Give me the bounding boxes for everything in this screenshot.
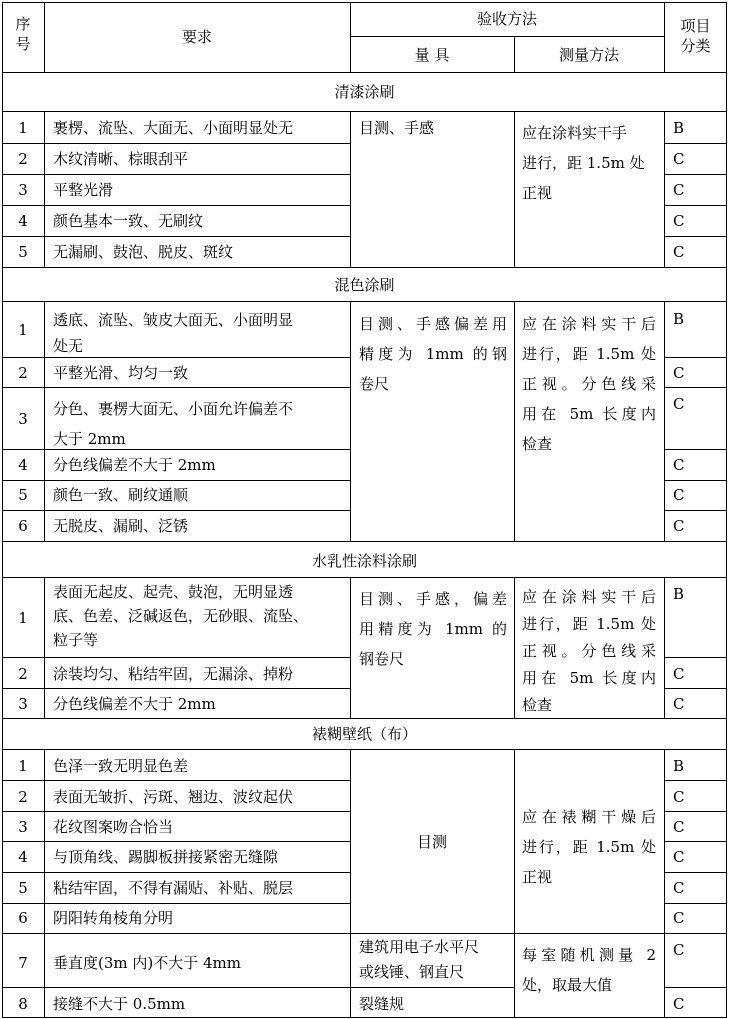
requirement-line: 底、色差、泛碱返色，无砂眼、流坠、 (53, 607, 309, 625)
row-requirement: 粘结牢固，不得有漏贴、补贴、脱层 (53, 879, 294, 897)
row-category: C (673, 818, 685, 836)
method-line: 应在涂料实干手 (522, 124, 628, 142)
row-category: C (673, 909, 685, 927)
row-requirement: 阴阳转角棱角分明 (53, 909, 174, 927)
row-category: C (673, 848, 685, 866)
row-category: C (673, 212, 685, 230)
row-no: 1 (18, 119, 28, 137)
tool-line: 目测、手感偏差用 (359, 315, 507, 333)
row-no: 1 (18, 757, 28, 775)
header-measure: 测量方法 (558, 46, 619, 64)
method-line: 处，取最大值 (522, 976, 613, 994)
row-requirement: 接缝不大于 0.5mm (53, 995, 186, 1013)
row-category: B (673, 310, 685, 328)
row-requirement (53, 394, 293, 454)
row-no: 6 (18, 517, 28, 535)
row-requirement: 裹楞、流坠、大面无、小面明显处无 (53, 119, 294, 137)
header-tool: 量 具 (414, 46, 450, 64)
method-line: 用在 5m 长度内 (522, 405, 656, 423)
method-line: 正视。分色线采 (522, 642, 656, 660)
row-category: C (673, 665, 685, 683)
row-no: 1 (18, 609, 28, 627)
row-category: C (673, 941, 685, 959)
row-category: C (673, 695, 685, 713)
tool-cell: 裂缝规 (359, 995, 405, 1013)
row-requirement (53, 580, 308, 652)
row-category: C (673, 995, 685, 1013)
requirement-line: 表面无起皮、起壳、鼓泡，无明显透 (53, 583, 294, 601)
row-no: 3 (18, 695, 28, 713)
row-category: C (673, 181, 685, 199)
row-no: 7 (18, 954, 28, 972)
row-no: 2 (18, 665, 28, 683)
requirement-line: 大于 2mm (53, 430, 126, 448)
tool-cell: 目测、手感 (359, 119, 435, 137)
header-no-line1: 序 (15, 15, 31, 33)
row-requirement: 颜色一致、刷纹通顺 (53, 486, 189, 504)
header-no-line2: 号 (15, 35, 31, 53)
section-title: 清漆涂刷 (334, 83, 395, 101)
tool-line: 精度为 1mm 的钢 (359, 345, 507, 363)
header-category-line2: 分类 (680, 37, 711, 55)
method-line: 进行，距 1.5m 处 (522, 615, 656, 633)
row-requirement: 平整光滑、均匀一致 (53, 364, 189, 382)
row-requirement: 分色线偏差不大于 2mm (53, 695, 216, 713)
row-category: B (673, 585, 685, 603)
row-requirement: 垂直度(3m 内)不大于 4mm (53, 954, 241, 972)
method-line: 应在涂料实干后 (522, 315, 656, 333)
row-no: 5 (18, 243, 28, 261)
method-line: 进行，距 1.5m 处 (522, 345, 656, 363)
row-category: C (673, 364, 685, 382)
row-category: C (673, 243, 685, 261)
row-no: 8 (18, 995, 28, 1013)
row-no: 4 (18, 212, 28, 230)
method-line: 每室随机测量 2 (522, 946, 656, 964)
method-cell (522, 118, 656, 208)
row-requirement: 色泽一致无明显色差 (53, 757, 189, 775)
method-line: 应在裱糊干燥后 (522, 808, 656, 826)
method-line: 应在涂料实干后 (522, 588, 656, 606)
method-cell (522, 940, 656, 1000)
row-no: 3 (18, 181, 28, 199)
row-no: 2 (18, 364, 28, 382)
row-requirement: 花纹图案吻合恰当 (53, 818, 174, 836)
row-requirement: 无脱皮、漏刷、泛锈 (53, 517, 189, 535)
section-title: 裱糊壁纸（布） (311, 725, 417, 743)
method-line: 检查 (522, 696, 553, 714)
section-title: 水乳性涂料涂刷 (311, 552, 417, 570)
row-category: C (673, 517, 685, 535)
header-category (664, 16, 727, 56)
row-category: C (673, 395, 685, 413)
method-line: 进行，距 1.5m 处 (522, 154, 645, 172)
tool-cell: 目测 (416, 833, 447, 851)
row-no: 4 (18, 456, 28, 474)
tool-cell (359, 309, 507, 399)
row-category: B (673, 119, 685, 137)
requirement-line: 粒子等 (53, 631, 99, 649)
header-requirement: 要求 (181, 28, 212, 46)
tool-line: 钢卷尺 (359, 650, 405, 668)
tool-line: 建筑用电子水平尺 (359, 938, 480, 956)
row-no: 4 (18, 848, 28, 866)
row-category: C (673, 879, 685, 897)
requirement-line: 透底、流坠、皱皮大面无、小面明显 (53, 311, 294, 329)
header-acceptance-method: 验收方法 (476, 10, 537, 28)
row-no: 5 (18, 486, 28, 504)
requirement-line: 分色、裹楞大面无、小面允许偏差不 (53, 400, 294, 418)
method-line: 正视。分色线采 (522, 375, 656, 393)
row-no: 2 (18, 150, 28, 168)
row-requirement: 分色线偏差不大于 2mm (53, 456, 216, 474)
row-no: 3 (18, 818, 28, 836)
row-requirement: 与顶角线、踢脚板拼接紧密无缝隙 (53, 848, 279, 866)
method-line: 检查 (522, 435, 553, 453)
method-cell (522, 802, 656, 892)
row-requirement: 颜色基本一致、无刷纹 (53, 212, 204, 230)
row-no: 5 (18, 879, 28, 897)
tool-cell (359, 584, 507, 674)
tool-line: 用精度为 1mm 的 (359, 620, 507, 638)
row-category: B (673, 757, 685, 775)
row-no: 6 (18, 909, 28, 927)
tool-line: 目测、手感，偏差 (359, 590, 507, 608)
method-line: 正视 (522, 184, 553, 202)
row-no: 1 (18, 321, 28, 339)
method-line: 进行，距 1.5m 处 (522, 838, 656, 856)
row-no: 3 (18, 410, 28, 428)
row-requirement: 无漏刷、鼓泡、脱皮、斑纹 (53, 243, 234, 261)
row-category: C (673, 150, 685, 168)
method-line: 用在 5m 长度内 (522, 669, 656, 687)
row-no: 2 (18, 788, 28, 806)
row-requirement (53, 307, 293, 359)
requirement-line: 处无 (53, 337, 84, 355)
header-category-line1: 项目 (680, 17, 711, 35)
row-requirement: 木纹清晰、棕眼刮平 (53, 150, 189, 168)
header-no (2, 14, 44, 54)
method-cell (522, 584, 656, 719)
row-category: C (673, 788, 685, 806)
row-category: C (673, 456, 685, 474)
tool-cell (359, 935, 479, 985)
tool-line: 卷尺 (359, 375, 390, 393)
method-line: 正视 (522, 868, 553, 886)
row-category: C (673, 486, 685, 504)
row-requirement: 平整光滑 (53, 181, 114, 199)
method-cell (522, 309, 656, 459)
section-title: 混色涂刷 (334, 276, 395, 294)
tool-line: 或线锤、钢直尺 (359, 963, 465, 981)
row-requirement: 涂装均匀、粘结牢固，无漏涂、掉粉 (53, 665, 294, 683)
row-requirement: 表面无皱折、污斑、翘边、波纹起伏 (53, 788, 294, 806)
